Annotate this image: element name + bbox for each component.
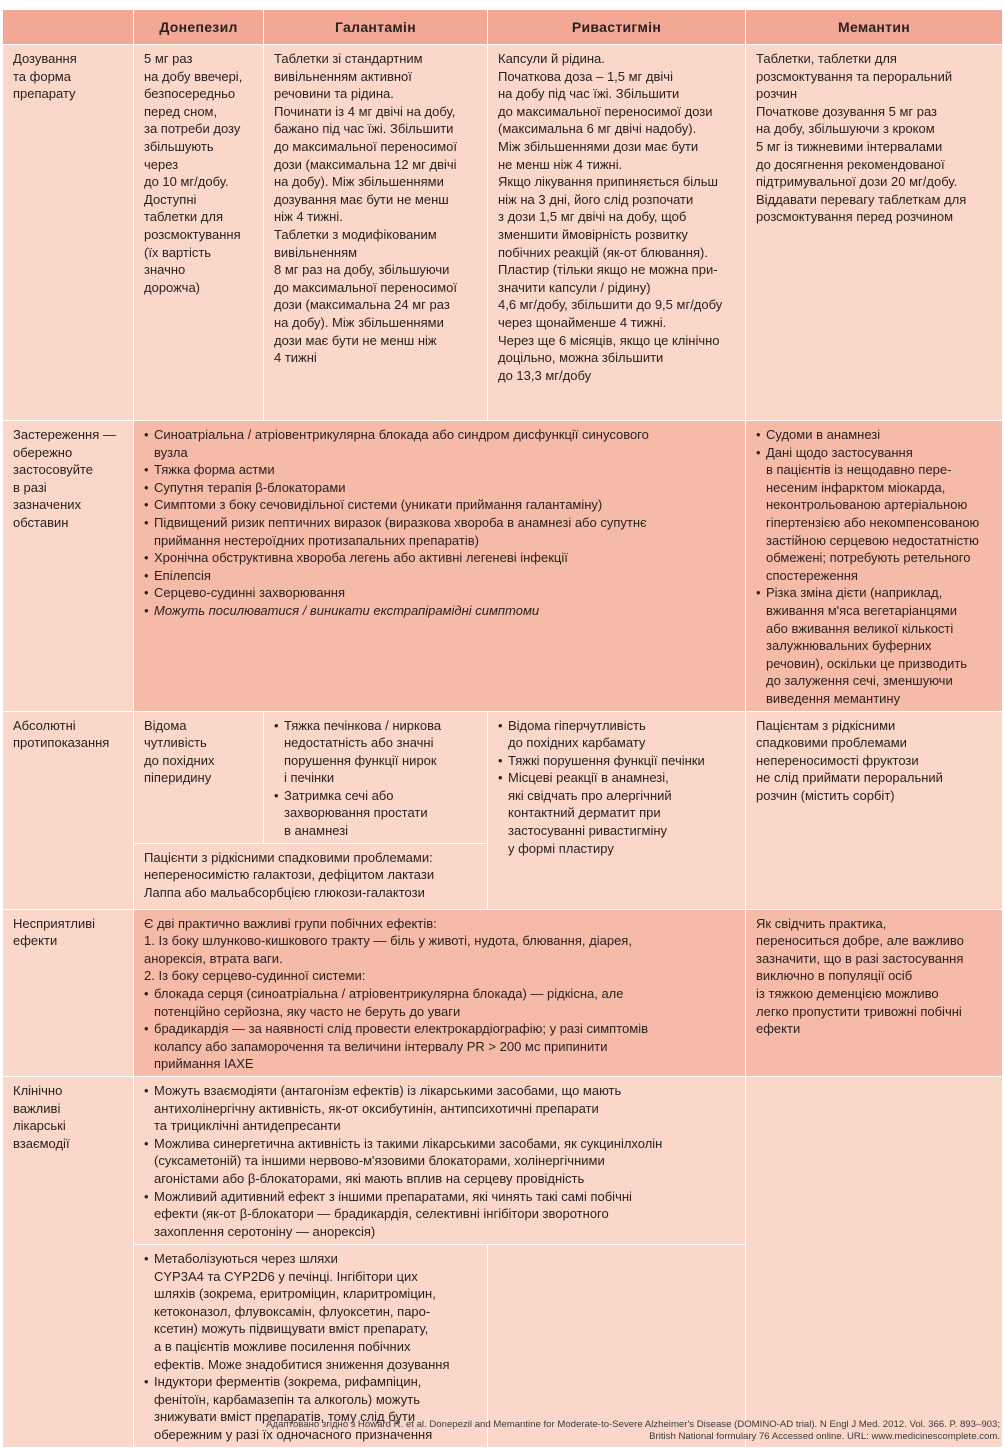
- row-label-adverse: Несприятливі ефекти: [3, 909, 134, 1076]
- list-item: • Можлива синергетична активність із такими лікарськими засобами, як сукцинілхолін (суксаметоній) та іншими нервово-м'язовими блокаторами, холінергічними агоністами або β-блокаторами, які мають вплив на серцеву провідність: [144, 1135, 737, 1188]
- source-footnote: Адаптовано згідно з Howard R. et al. Donepezil and Memantine for Moderate-to-Severe Alzheimer's Disease (DOMINO-AD trial). N Engl J Med. 2012. Vol. 366. P. 893–903; British National formulary 76 Accessed online. URL: www.medicinescomplete.com.: [266, 1419, 1000, 1442]
- row-cautions: [3, 421, 1003, 712]
- header-corner: [3, 10, 134, 45]
- cautions-list: [144, 426, 737, 620]
- header-memantine: Мемантин: [746, 10, 1003, 45]
- adverse-list: [144, 985, 737, 1073]
- list-item: • Можливий адитивний ефект з іншими препаратами, які чинять такі самі побічні ефекти (як-от β-блокатори — брадикардія, селективні інгібітори зворотного захоплення серотоніну — анорексія): [144, 1188, 737, 1241]
- list-item: • Затримка сечі або захворювання простати в анамнезі: [274, 787, 479, 840]
- list-item: • Синоатріальна / атріовентрикулярна блокада або синдром дисфункції синусового вузла: [144, 426, 737, 461]
- list-item: • Хронічна обструктивна хвороба легень або активні легеневі інфекції: [144, 549, 737, 567]
- row-interactions: [3, 1077, 1003, 1245]
- row-dosage: [3, 45, 1003, 421]
- memantine-cautions-list: [756, 426, 994, 708]
- cell-contra-rivastigmine: [488, 711, 746, 909]
- adverse-intro: Є дві практично важливі групи побічних ефектів: 1. Із боку шлунково-кишкового тракту — біль у животі, нудота, блювання, діарея, анорексія, втрата ваги. 2. Із боку серцево-судинної системи:: [144, 915, 632, 984]
- cell-dosage-rivastigmine: Капсули й рідина. Початкова доза – 1,5 мг двічі на добу під час їжі. Збільшити до максимальної переносимої дози (максимальна 6 мг двічі надобу). Між збільшеннями дози має бути не менш ніж 4 тижні. Якщо лікування припиняється більш ніж на 3 дні, його слід розпочати з дози 1,5 мг двічі на добу, щоб зменшити ймовірність розвитку побічних реакцій (як-от блювання). Пластир (тільки якщо не можна при- значити капсули / рідину) 4,6 мг/добу, збільшити до 9,5 мг/добу через щонайменше 4 тижні. Через ще 6 місяців, якщо це клінічно доцільно, можна збільшити до 13,3 мг/добу: [488, 45, 746, 421]
- cell-dosage-galantamine: Таблетки зі стандартним вивільненням активної речовини та рідина. Починати із 4 мг двічі на добу, бажано під час їжі. Збільшити до максимальної переносимої дози (максимальна 12 мг двічі на добу). Між збільшеннями дозування має бути не менш ніж 4 тижні. Таблетки з модифікованим вивільненням 8 мг раз на добу, збільшуючи до максимальної переносимої дози (максимальна 24 мг раз на добу). Між збільшеннями дози має бути не менш ніж 4 тижні: [264, 45, 488, 421]
- list-item: • брадикардія — за наявності слід провести електрокардіографію; у разі симптомів колапсу або запаморочення та величини інтервалу PR > 200 мс припинити приймання ІАХЕ: [144, 1020, 737, 1073]
- list-item: • Індуктори ферментів (зокрема, рифампіцин, фенітоїн, карбамазепін та алкоголь) можуть знижувати вміст препаратів, тому слід бути обережним у разі їх одночасного призначення: [144, 1373, 479, 1443]
- row-contra: [3, 711, 1003, 843]
- galantamine-contra-list: [274, 717, 479, 840]
- header-row: [3, 10, 1003, 45]
- drug-comparison-table: [2, 9, 1003, 1448]
- cell-interactions-metabolism: [134, 1245, 488, 1448]
- row-label-cautions: Застереження — обережно застосовуйте в разі зазначених обставин: [3, 421, 134, 712]
- list-item: • Різка зміна дієти (наприклад, вживання м'яса вегетаріанцями або вживання великої кількості залужнювальних буферних речовин), оскільки це призводить до залуження сечі, зменшуючи виведення мемантину: [756, 584, 994, 707]
- cell-contra-shared: Пацієнти з рідкісними спадковими проблемами: непереносимістю галактози, дефіцитом лактази Лаппа або мальабсорбцією глюкози-галактози: [134, 843, 488, 909]
- metabolism-list: [144, 1250, 479, 1444]
- list-item: • блокада серця (синоатріальна / атріовентрикулярна блокада) — рідкісна, але потенційно серйозна, яку часто не беруть до уваги: [144, 985, 737, 1020]
- cell-interactions-memantine: [746, 1077, 1003, 1448]
- header-rivastigmine: Ривастигмін: [488, 10, 746, 45]
- row-label-contra: Абсолютні протипоказання: [3, 711, 134, 909]
- rivastigmine-contra-list: [498, 717, 737, 858]
- cell-contra-memantine: Пацієнтам з рідкісними спадковими проблемами непереносимості фруктози не слід приймати пероральний розчин (містить сорбіт): [746, 711, 1003, 909]
- list-item: • Тяжка печінкова / ниркова недостатність або значні порушення функції нирок і печінки: [274, 717, 479, 787]
- list-item: • Серцево-судинні захворювання: [144, 584, 737, 602]
- list-item: • Тяжкі порушення функції печінки: [498, 752, 737, 770]
- list-item: • Можуть взаємодіяти (антагонізм ефектів) із лікарськими засобами, що мають антихолінергічну активність, як-от оксибутинін, антипсихотичні препарати та трициклічні антидепресанти: [144, 1082, 737, 1135]
- cell-adverse-memantine: Як свідчить практика, переноситься добре, але важливо зазначити, що в разі застосування виключно в популяції осіб із тяжкою деменцією можливо легко пропустити тривожні побічні ефекти: [746, 909, 1003, 1076]
- cell-dosage-donepezil: 5 мг раз на добу ввечері, безпосередньо перед сном, за потреби дозу збільшують через до 10 мг/добу. Доступні таблетки для розсмоктування (їх вартість значно дорожча): [134, 45, 264, 421]
- list-item: • Супутня терапія β-блокаторами: [144, 479, 737, 497]
- list-item: • Дані щодо застосування в пацієнтів із нещодавно пере- несеним інфарктом міокарда, неконтрольованою артеріальною гіпертензією або некомпенсованою застійною серцевою недостатністю обмежені; потребують ретельного спостереження: [756, 444, 994, 585]
- cell-contra-galantamine: [264, 711, 488, 843]
- cell-dosage-memantine: Таблетки, таблетки для розсмоктування та пероральний розчин Початкове дозування 5 мг раз на добу, збільшуючи з кроком 5 мг із тижневими інтервалами до досягнення рекомендованої підтримувальної дози 20 мг/добу. Віддавати перевагу таблеткам для розсмоктування перед розчином: [746, 45, 1003, 421]
- header-galantamine: Галантамін: [264, 10, 488, 45]
- list-item: • Епілепсія: [144, 567, 737, 585]
- list-item: • Місцеві реакції в анамнезі, які свідчать про алергічний контактний дерматит при застосуванні ривастигміну у формі пластиру: [498, 769, 737, 857]
- list-item: • Відома гіперчутливість до похідних карбамату: [498, 717, 737, 752]
- list-item: • Симптоми з боку сечовидільної системи (уникати приймання галантаміну): [144, 496, 737, 514]
- row-label-interactions: Клінічно важливі лікарські взаємодії: [3, 1077, 134, 1448]
- list-item: • Підвищений ризик пептичних виразок (виразкова хвороба в анамнезі або супутнє приймання нестероїдних протизапальних препаратів): [144, 514, 737, 549]
- list-item: • Метаболізуються через шляхи CYP3A4 та CYP2D6 у печінці. Інгібітори цих шляхів (зокрема, еритроміцин, кларитроміцин, кетоконазол, флувоксамін, флуоксетин, паро- ксетин) можуть підвищувати вміст препарату, а в пацієнтів можливе посилення побічних ефектів. Може знадобитися зниження дозування: [144, 1250, 479, 1373]
- row-adverse: [3, 909, 1003, 1076]
- row-label-dosage: Дозування та форма препарату: [3, 45, 134, 421]
- cell-interactions-cholinesterase: [134, 1077, 746, 1245]
- header-donepezil: Донепезил: [134, 10, 264, 45]
- cell-interactions-rivastigmine: [488, 1245, 746, 1448]
- cell-cautions-cholinesterase: [134, 421, 746, 712]
- cell-cautions-memantine: [746, 421, 1003, 712]
- interactions-list: [144, 1082, 737, 1240]
- cell-contra-donepezil: Відома чутливість до похідних піперидину: [134, 711, 264, 843]
- cell-adverse-cholinesterase: [134, 909, 746, 1076]
- list-item: • Тяжка форма астми: [144, 461, 737, 479]
- list-item-italic: • Можуть посилюватися / виникати екстрапірамідні симптоми: [144, 602, 737, 620]
- list-item: • Судоми в анамнезі: [756, 426, 994, 444]
